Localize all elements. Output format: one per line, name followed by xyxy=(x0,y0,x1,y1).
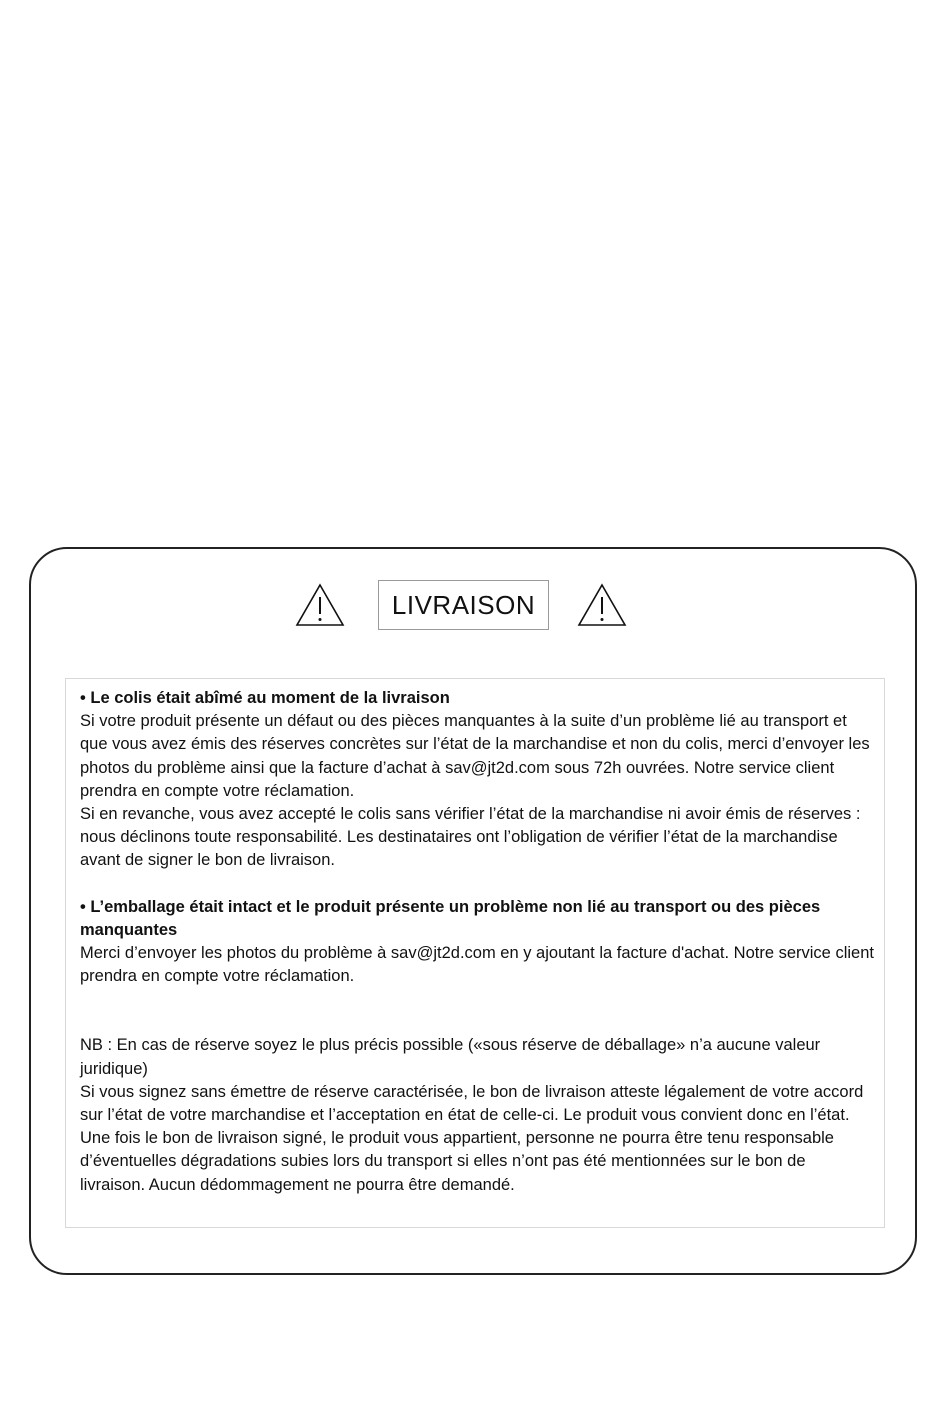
section-intact-package xyxy=(80,896,874,989)
section-heading: • L’emballage était intact et le produit présente un problème non lié au transport ou des pièces manquantes xyxy=(80,897,821,939)
note-line: Si vous signez sans émettre de réserve caractérisée, le bon de livraison atteste légalement de votre accord sur l’état de votre marchandise et l’acceptation en état de celle-ci. Le produit vous convient donc en l’état. Une fois le bon de livraison signé, le produit vous appartient, personne ne pourra être tenu responsable d’éventuelles dégradations subies lors du transport si elles n’ont pas été mentionnées sur le bon de livraison. Aucun dédommagement ne pourra être demandé. xyxy=(80,1082,864,1194)
notice-header xyxy=(31,580,915,630)
delivery-notice-frame xyxy=(29,547,917,1275)
section-heading: • Le colis était abîmé au moment de la livraison xyxy=(80,689,450,707)
section-damaged-package xyxy=(80,687,874,873)
section-note xyxy=(80,1034,874,1196)
warning-triangle-icon xyxy=(576,582,628,628)
section-paragraph: Merci d’envoyer les photos du problème à sav@jt2d.com en y ajoutant la facture d'achat. Notre service client prendra en compte votre réclamation. xyxy=(80,944,874,986)
section-paragraph: Si en revanche, vous avez accepté le colis sans vérifier l’état de la marchandise ni avoir émis de réserves : nous déclinons toute responsabilité. Les destinataires ont l’obligation de vérifier l’état de la marchandise avant de signer le bon de livraison. xyxy=(80,805,861,870)
warning-triangle-icon xyxy=(294,582,346,628)
section-paragraph: Si votre produit présente un défaut ou des pièces manquantes à la suite d’un problème lié au transport et que vous avez émis des réserves concrètes sur l’état de la marchandise et non du colis, merci d’envoyer les photos du problème ainsi que la facture d’achat à sav@jt2d.com sous 72h ouvrées. Notre service client prendra en compte votre réclamation. xyxy=(80,712,870,800)
page-title: LIVRAISON xyxy=(378,580,549,630)
note-line: NB : En cas de réserve soyez le plus précis possible («sous réserve de déballage» n’a aucune valeur juridique) xyxy=(80,1036,821,1078)
notice-content xyxy=(65,678,885,1228)
